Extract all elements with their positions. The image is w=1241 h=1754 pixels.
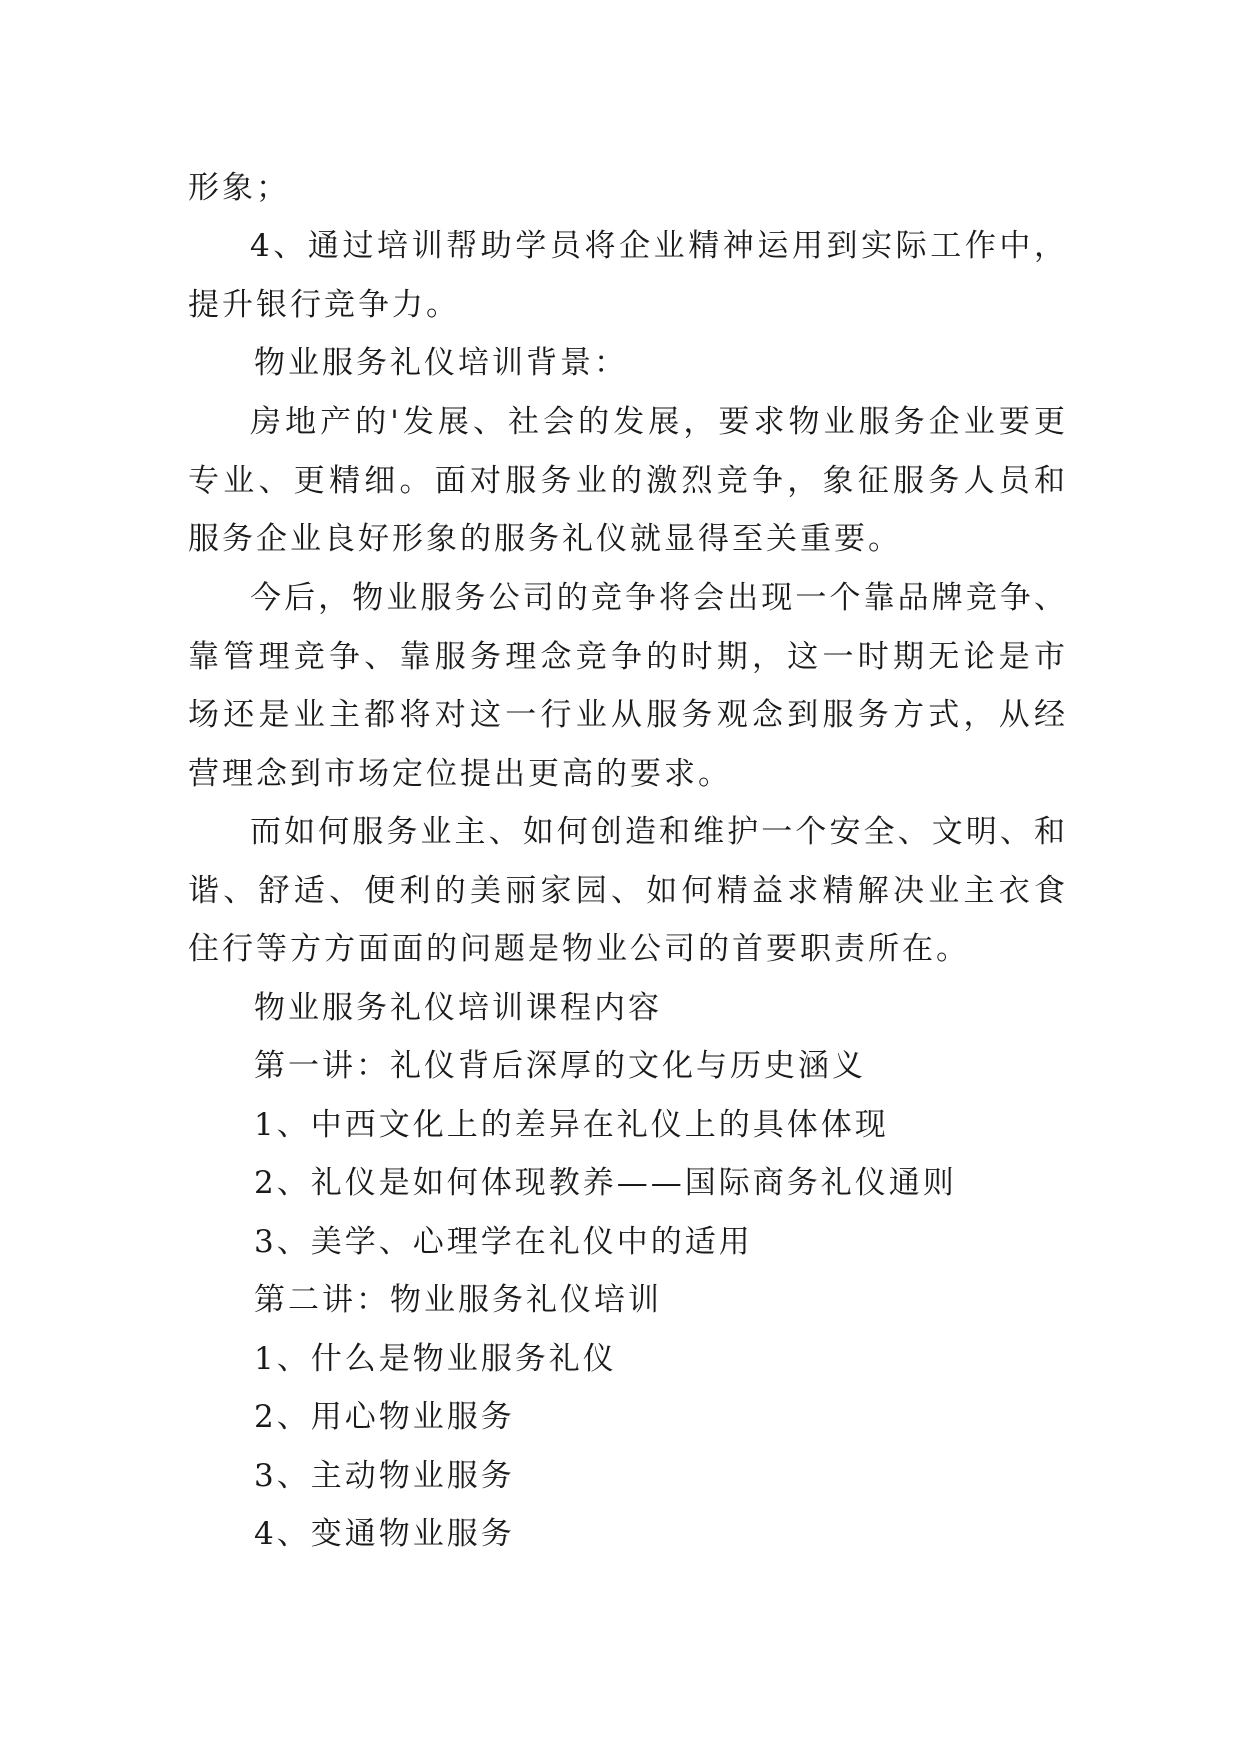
lecture-heading-1: 第一讲：礼仪背后深厚的文化与历史涵义 bbox=[254, 1048, 866, 1084]
section-heading-background: 物业服务礼仪培训背景： bbox=[254, 345, 628, 381]
lecture-heading-2: 第二讲：物业服务礼仪培训 bbox=[254, 1282, 662, 1318]
paragraph-background-1: 房地产的'发展、社会的发展，要求物业服务企业要更专业、更精细。面对服务业的激烈竞争，象征服务人员和服务企业良好形象的服务礼仪就显得至关重要。 bbox=[188, 404, 1068, 557]
section-heading-course-content: 物业服务礼仪培训课程内容 bbox=[254, 990, 662, 1026]
list-item: 2、礼仪是如何体现教养——国际商务礼仪通则 bbox=[254, 1165, 957, 1201]
list-item: 1、中西文化上的差异在礼仪上的具体体现 bbox=[254, 1107, 889, 1143]
list-item: 3、美学、心理学在礼仪中的适用 bbox=[254, 1224, 753, 1260]
paragraph-background-3: 而如何服务业主、如何创造和维护一个安全、文明、和谐、舒适、便利的美丽家园、如何精益求精解决业主衣食住行等方方面面的问题是物业公司的首要职责所在。 bbox=[188, 814, 1068, 967]
list-item: 4、变通物业服务 bbox=[254, 1516, 515, 1552]
paragraph-background-2: 今后，物业服务公司的竞争将会出现一个靠品牌竞争、靠管理竞争、靠服务理念竞争的时期，这一时期无论是市场还是业主都将对这一行业从服务观念到服务方式，从经营理念到市场定位提出更高的要求。 bbox=[188, 580, 1068, 792]
paragraph-goal-4: 4、通过培训帮助学员将企业精神运用到实际工作中，提升银行竞争力。 bbox=[188, 228, 1068, 323]
list-item: 2、用心物业服务 bbox=[254, 1399, 515, 1435]
list-item: 3、主动物业服务 bbox=[254, 1458, 515, 1494]
paragraph-continuation: 形象； bbox=[188, 170, 290, 206]
list-item: 1、什么是物业服务礼仪 bbox=[254, 1341, 617, 1377]
